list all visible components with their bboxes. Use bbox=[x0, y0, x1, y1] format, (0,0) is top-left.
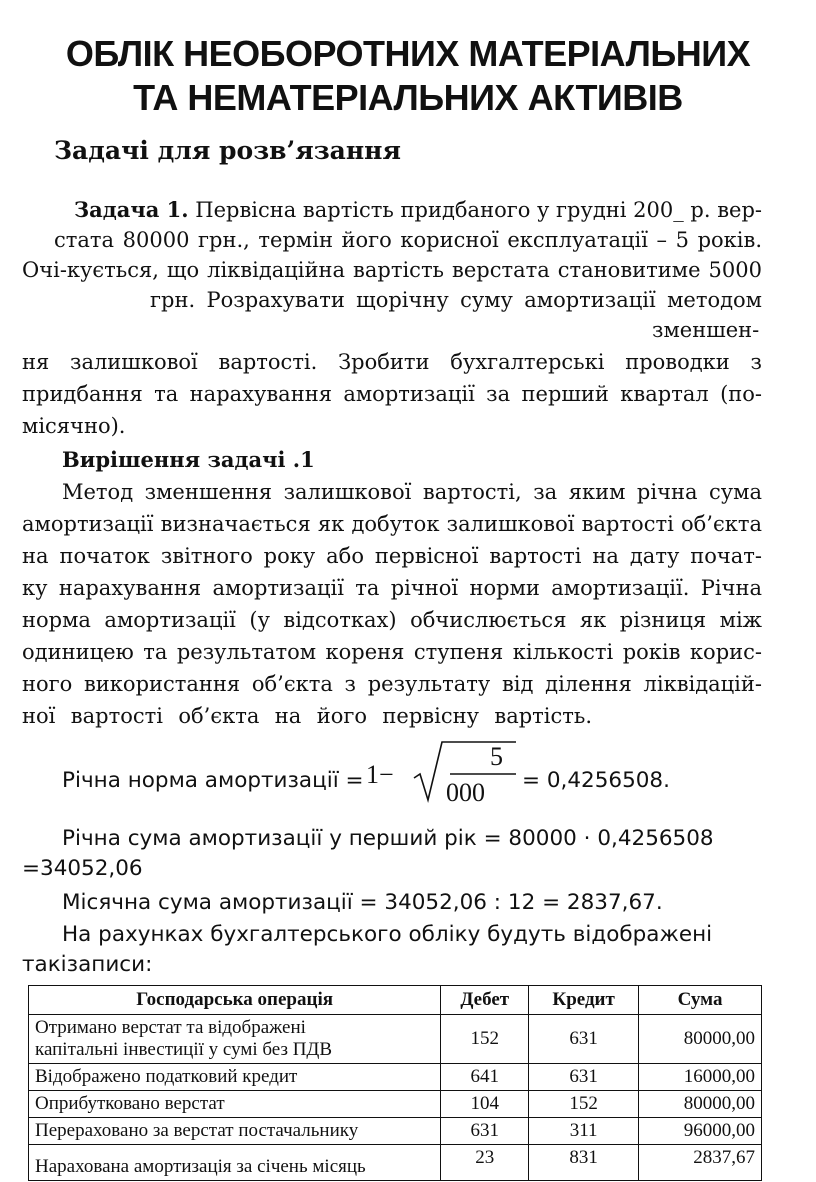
task-line-6: ня залишкової вартості. Зробити бухгалтерські проводки з bbox=[22, 350, 762, 374]
solution-line-3: на початок звітного року або первісної вартості на дату почат- bbox=[22, 544, 762, 568]
amount-cell: 80000,00 bbox=[639, 1015, 762, 1064]
calc-line-4: На рахунках бухгалтерського обліку будуть відображені bbox=[62, 922, 713, 947]
debit-cell: 631 bbox=[441, 1118, 529, 1145]
operation-line: Отримано верстат та відображені bbox=[35, 1017, 306, 1038]
operation-line: капітальні інвестиції у сумі без ПДВ bbox=[35, 1039, 333, 1060]
solution-line-1: Метод зменшення залишкової вартості, за яким річна сума bbox=[62, 480, 762, 504]
debit-cell: 152 bbox=[441, 1015, 529, 1064]
operation-cell: Відображено податковий кредит bbox=[29, 1064, 441, 1091]
task-line-4: грн. Розрахувати щорічну суму амортизації методом bbox=[150, 288, 762, 312]
formula-numerator: 5 bbox=[490, 742, 503, 771]
task-line-3: Очі-кується, що ліквідаційна вартість верстата становитиме 5000 bbox=[22, 258, 762, 282]
table-row bbox=[29, 1064, 762, 1091]
calc-line-1: Річна сума амортизації у перший рік = 80000 · 0,4256508 bbox=[62, 826, 714, 851]
table-header-row bbox=[29, 986, 762, 1015]
title-line-2: ТА НЕМАТЕРІАЛЬНИХ АКТИВІВ bbox=[133, 77, 683, 118]
solution-line-4: ку нарахування амортизації та річної норми амортизації. Річна bbox=[22, 576, 762, 600]
table-row bbox=[29, 1015, 762, 1064]
amount-cell: 16000,00 bbox=[639, 1064, 762, 1091]
calc-line-2: =34052,06 bbox=[22, 856, 143, 881]
credit-cell: 631 bbox=[529, 1064, 639, 1091]
debit-cell: 104 bbox=[441, 1091, 529, 1118]
solution-heading: Вирішення задачі .1 bbox=[62, 447, 315, 472]
operation-cell: Оприбутковано верстат bbox=[29, 1091, 441, 1118]
solution-line-7: ного використання об’єкта з результату від ділення ліквідацій- bbox=[22, 672, 762, 696]
solution-line-5: норма амортизації (у відсотках) обчислюється як різниця між bbox=[22, 608, 762, 632]
formula-result: = 0,4256508. bbox=[522, 768, 670, 793]
credit-cell: 311 bbox=[529, 1118, 639, 1145]
calc-line-5: такізаписи: bbox=[22, 952, 153, 977]
amount-cell: 2837,67 bbox=[639, 1145, 762, 1181]
operation-cell: Нарахована амортизація за січень місяць bbox=[29, 1145, 441, 1181]
ledger-table bbox=[28, 985, 762, 1181]
header-amount: Сума bbox=[639, 986, 762, 1015]
title-line-1: ОБЛІК НЕОБОРОТНИХ МАТЕРІАЛЬНИХ bbox=[65, 33, 751, 74]
task-line-1 bbox=[74, 196, 762, 224]
formula-prefix: Річна норма амортизації = bbox=[62, 768, 364, 793]
table-row bbox=[29, 1145, 762, 1181]
task-line-5: зменшен- bbox=[652, 318, 760, 342]
solution-line-2: амортизації визначається як добуток залишкової вартості об’єкта bbox=[22, 512, 762, 536]
table-row bbox=[29, 1091, 762, 1118]
task-line-8: місячно). bbox=[22, 414, 126, 438]
formula-denominator: 000 bbox=[446, 778, 485, 807]
amount-cell: 96000,00 bbox=[639, 1118, 762, 1145]
task-text-1: Первісна вартість придбаного у грудні 200_ р. вер- bbox=[188, 198, 763, 222]
calc-line-3: Місячна сума амортизації = 34052,06 : 12 = 2837,67. bbox=[62, 890, 663, 915]
debit-cell: 23 bbox=[441, 1145, 529, 1181]
solution-line-6: одиницею та результатом кореня ступеня кількості років корис- bbox=[22, 640, 762, 664]
debit-cell: 641 bbox=[441, 1064, 529, 1091]
amount-cell: 80000,00 bbox=[639, 1091, 762, 1118]
formula-one-minus: 1− bbox=[366, 760, 394, 789]
task-line-7: придбання та нарахування амортизації за перший квартал (по- bbox=[22, 382, 762, 406]
section-heading: Задачі для розв’язання bbox=[54, 136, 401, 165]
solution-line-8: ної вартості об’єкта на його первісну вартість. bbox=[22, 704, 592, 728]
credit-cell: 831 bbox=[529, 1145, 639, 1181]
header-debit: Дебет bbox=[441, 986, 529, 1015]
task-label: Задача 1. bbox=[74, 197, 189, 222]
header-operation: Господарська операція bbox=[29, 986, 441, 1015]
credit-cell: 152 bbox=[529, 1091, 639, 1118]
operation-cell bbox=[29, 1015, 441, 1064]
header-credit: Кредит bbox=[529, 986, 639, 1015]
task-line-2: стата 80000 грн., термін його корисної експлуатації – 5 років. bbox=[54, 228, 762, 252]
operation-cell: Перераховано за верстат постачальнику bbox=[29, 1118, 441, 1145]
table-row bbox=[29, 1118, 762, 1145]
credit-cell: 631 bbox=[529, 1015, 639, 1064]
